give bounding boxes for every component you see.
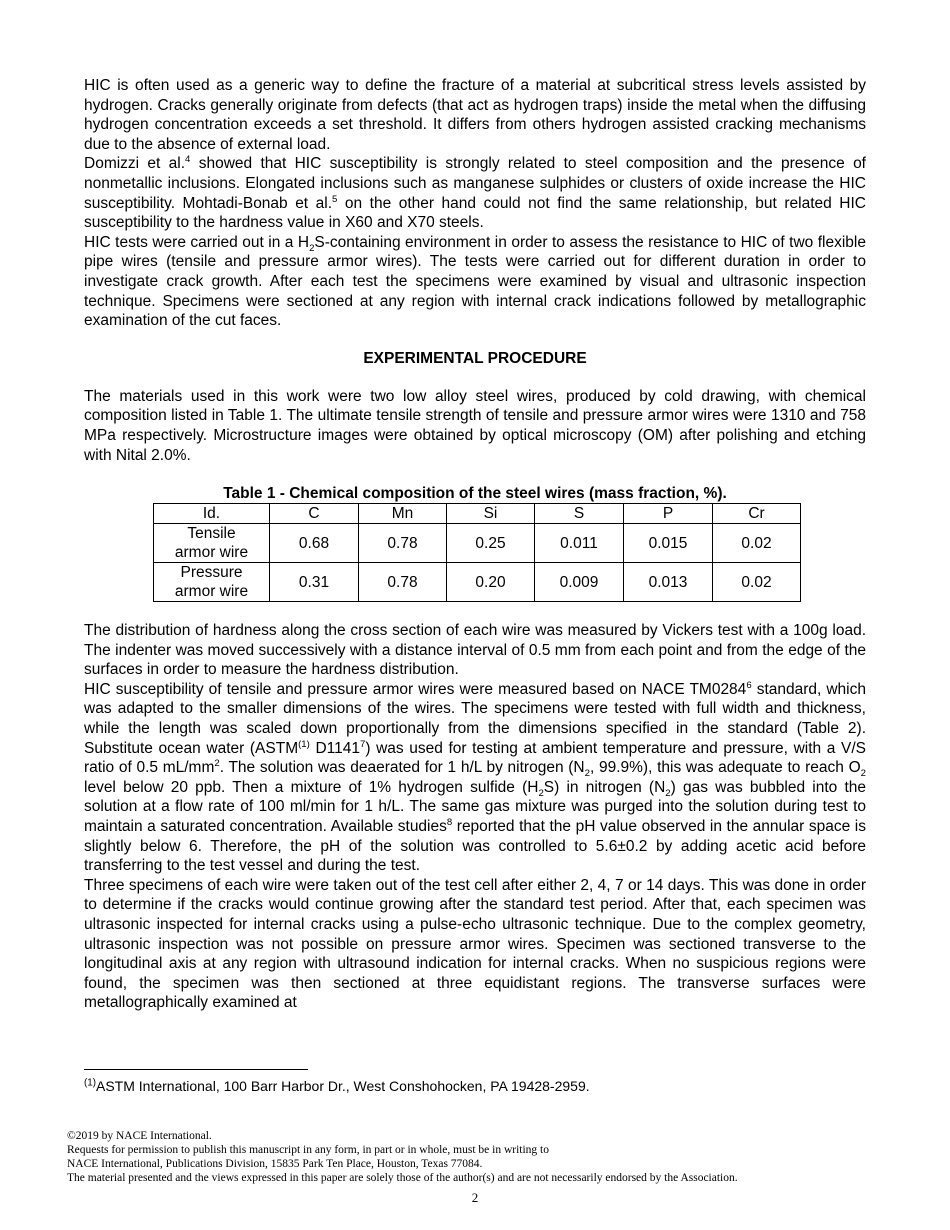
copyright-notice: ©2019 by NACE International. Requests for permission to publish this manuscript in any form, in part or in whole, must be in writing to NACE International, Publications Division, 15835 Park Ten Place, Houston, Texas 77084. The material presented and the views expressed in this paper are solely those of the author(s) and are not necessarily endorsed by the Association. [67, 1130, 738, 1184]
table-caption: Table 1 - Chemical composition of the steel wires (mass fraction, %). [223, 485, 727, 503]
section-heading: EXPERIMENTAL PROCEDURE [363, 349, 587, 367]
footnote-divider [84, 1069, 308, 1070]
table-cell: 0.015 [624, 524, 713, 563]
table-header-cell: Cr [713, 504, 801, 524]
table-row-label: Tensile armor wire [154, 524, 270, 563]
intro-paragraph-1: HIC is often used as a generic way to define the fracture of a material at subcritical stress levels assisted by hydrogen. Cracks generally originate from defects (that act as hydrogen traps) inside the metal when the diffusing hydrogen concentration exceeds a set threshold. It differs from others hydrogen assisted cracking mechanisms due to the absence of external load. [84, 77, 866, 153]
table-header-row [154, 504, 801, 524]
footnote: $^{(1)}$ASTM International, 100 Barr Harbor Dr., West Conshohocken, PA 19428-2959. [84, 1077, 590, 1094]
page-body [84, 76, 866, 1013]
table-cell: 0.02 [713, 563, 801, 602]
table-cell: 0.013 [624, 563, 713, 602]
citation-4: 4 [185, 154, 191, 166]
table-header-cell: Id. [154, 504, 270, 524]
table-header-cell: C [270, 504, 359, 524]
hardness-paragraph: The distribution of hardness along the cross section of each wire was measured by Vickers test with a 100g load. The indenter was moved successively with a distance interval of 0.5 mm from each point and from the edge of the surfaces in order to measure the hardness distribution. [84, 622, 866, 679]
table-row [154, 524, 801, 563]
table-cell: 0.68 [270, 524, 359, 563]
table-row [154, 563, 801, 602]
citation-7: 7 [359, 738, 366, 750]
composition-table [153, 503, 801, 602]
table-cell: 0.009 [535, 563, 624, 602]
table-cell: 0.02 [713, 524, 801, 563]
specimens-paragraph: Three specimens of each wire were taken out of the test cell after either 2, 4, 7 or 14 days. This was done in order to determine if the cracks would continue growing after the standard test period. After that, each specimen was ultrasonic inspected for internal cracks using a pulse-echo ultrasonic technique. Due to the complex geometry, ultrasonic inspection was not possible on pressure armor wires. Specimen was sectioned transverse to the longitudinal axis at any region with ultrasound indication for internal cracks. When no suspicious regions were found, the specimen was then sectioned at three equidistant regions. The transverse surfaces were metallographically examined at [84, 876, 866, 1012]
citation-8: 8 [446, 816, 453, 828]
table-cell: 0.31 [270, 563, 359, 602]
table-cell: 0.20 [447, 563, 535, 602]
table-row-label: Pressure armor wire [154, 563, 270, 602]
table-cell: 0.011 [535, 524, 624, 563]
intro-paragraph-3: HIC tests were carried out in a $H_2S$-containing environment in order to assess the resistance to HIC of two flexible pipe wires (tensile and pressure armor wires). The tests were carried out for different duration in order to investigate crack growth. After each test the specimens were examined by visual and ultrasonic inspection technique. Specimens were sectioned at any region with internal crack indications followed by metallographic examination of the cut faces. [84, 233, 866, 330]
citation-6: 6 [746, 679, 752, 691]
table-header-cell: S [535, 504, 624, 524]
hic-test-paragraph: HIC susceptibility of tensile and pressure armor wires were measured based on NACE TM0284$^6$ standard, which was adapted to the smaller dimensions of the wires. The specimens were tested with full width and thickness, while the length was scaled down proportionally from the dimensions specified in the standard (Table 2). Substitute ocean water (ASTM$^{(1)}$ D1141$^7$) was used for testing at ambient temperature and pressure, with a V/S ratio of 0.5 $mL/mm^2$. The solution was deaerated for 1 h/L by nitrogen ($N_2$, 99.9%), this was adequate to reach $O_2$ level below 20 ppb. Then a mixture of 1% hydrogen sulfide $(H_2S)$ in nitrogen $(N_2)$ gas was bubbled into the solution at a flow rate of 100 ml/min for 1 h/L. The same gas mixture was purged into the solution during test to maintain a saturated concentration. Available studies$^8$ reported that the pH value observed in the annular space is slightly below 6. Therefore, the pH of the solution was controlled to 5.6±0.2 by adding acetic acid before transferring to the test vessel and during the test. [84, 679, 866, 875]
citation-5: 5 [332, 193, 338, 205]
materials-paragraph: The materials used in this work were two low alloy steel wires, produced by cold drawing, with chemical composition listed in Table 1. The ultimate tensile strength of tensile and pressure armor wires were 1310 and 758 MPa respectively. Microstructure images were obtained by optical microscopy (OM) after polishing and etching with Nital 2.0%. [84, 387, 866, 464]
footnote-marker: (1) [298, 738, 310, 750]
intro-paragraph-2: Domizzi et al.$^4$ showed that HIC susceptibility is strongly related to steel composition and the presence of nonmetallic inclusions. Elongated inclusions such as manganese sulphides or clusters of oxide increase the HIC susceptibility. Mohtadi-Bonab et al.$^5$ on the other hand could not find the same relationship, but related HIC susceptibility to the hardness value in X60 and X70 steels. [84, 154, 866, 232]
page-number: 2 [471, 1190, 479, 1205]
table-cell: 0.25 [447, 524, 535, 563]
table-header-cell: Si [447, 504, 535, 524]
table-header-cell: P [624, 504, 713, 524]
table-header-cell: Mn [359, 504, 447, 524]
table-cell: 0.78 [359, 524, 447, 563]
table-cell: 0.78 [359, 563, 447, 602]
